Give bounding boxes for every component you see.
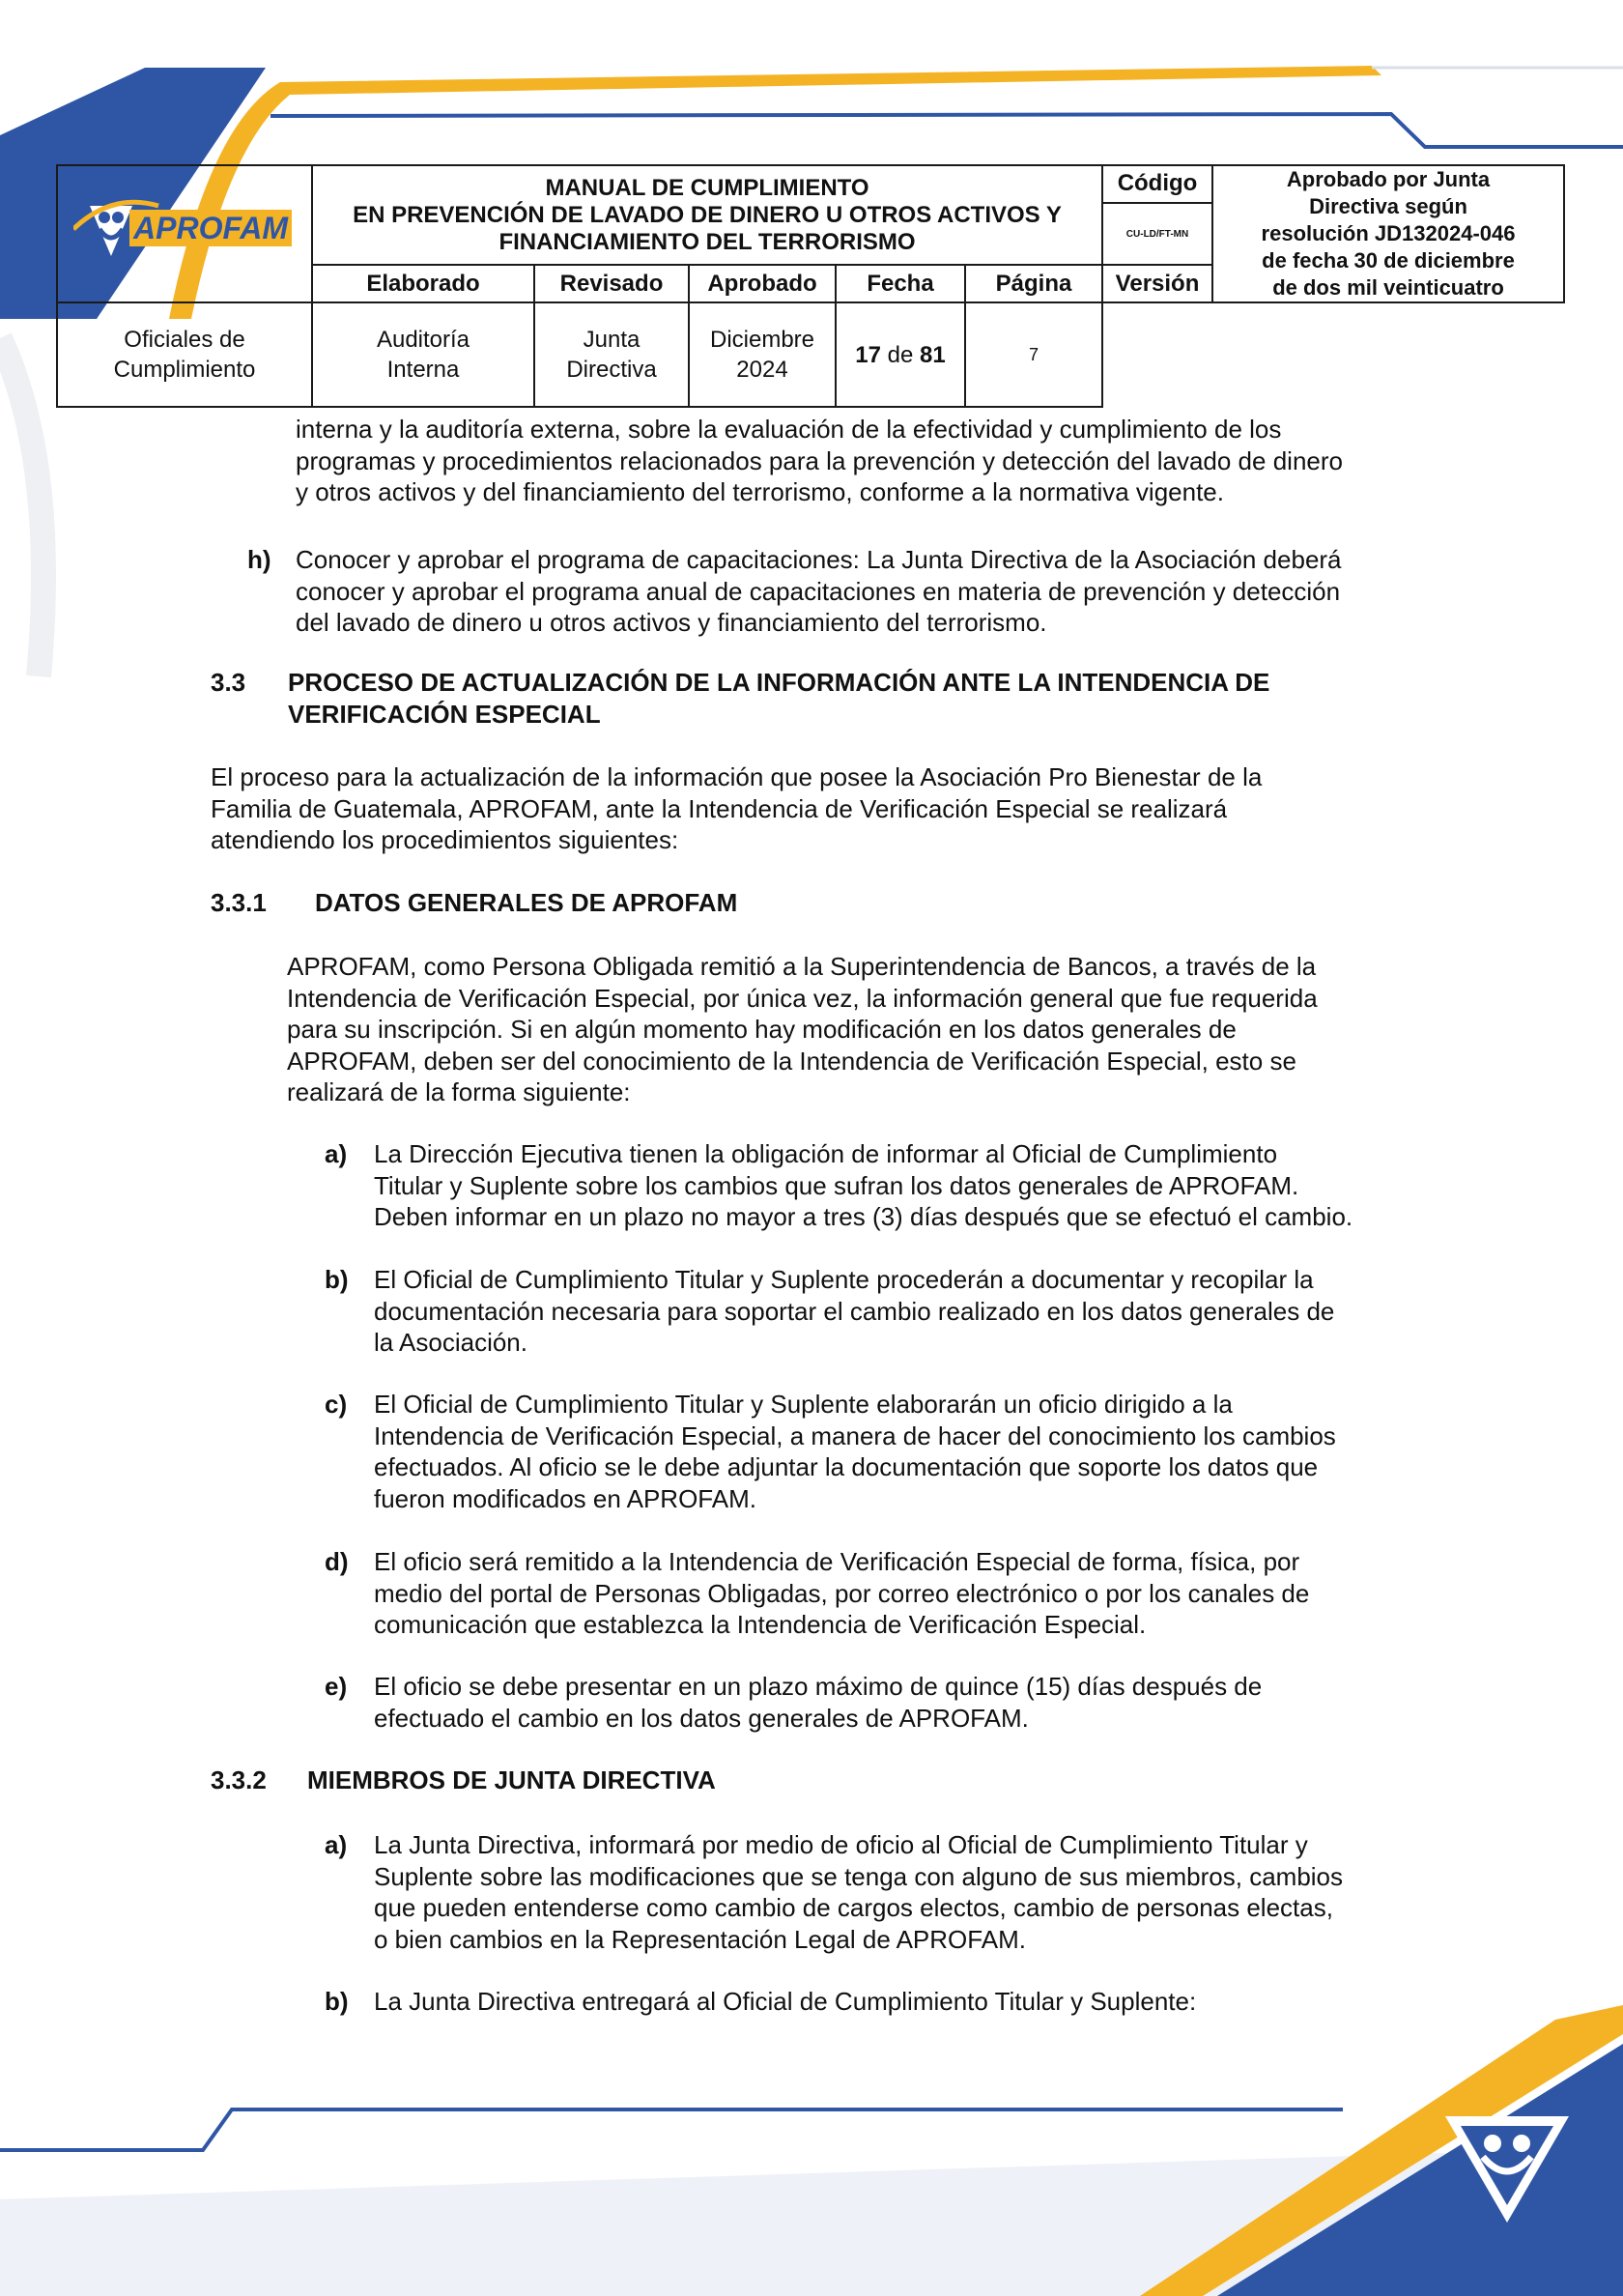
section-3-3-number: 3.3 — [211, 668, 246, 697]
document-header-table — [56, 164, 1565, 408]
approval-note: Aprobado por Junta Directiva según resolución JD132024-046 de fecha 30 de diciembre de dos mil veinticuatro — [1212, 165, 1564, 302]
item-c-marker: c) — [325, 1390, 348, 1419]
item-c-text: El Oficial de Cumplimiento Titular y Suplente elaborarán un oficio dirigido a la Intendencia de Verificación Especial, a manera de hacer del conocimiento los cambios efectuados. Al oficio se le debe adjuntar la documentación que soporte los datos que fueron modificados en APROFAM. — [374, 1390, 1336, 1513]
section-3-3-2-number: 3.3.2 — [211, 1765, 267, 1794]
elaborado-value: Oficiales de Cumplimiento — [57, 302, 312, 407]
section-3-3-intro: El proceso para la actualización de la información que posee la Asociación Pro Bienestar de la Familia de Guatemala, APROFAM, ante la Intendencia de Verificación Especial se realizará atendiendo los procedimientos siguientes: — [211, 762, 1263, 854]
section-3-3-1-intro: APROFAM, como Persona Obligada remitió a la Superintendencia de Bancos, a través de la Intendencia de Verificación Especial, por única vez, la información general que fue requerida para su inscripción. Si en algún momento hay modificación en los datos generales de APROFAM, deben ser del conocimiento de la Intendencia de Verificación Especial, esto se realizará de la forma siguiente: — [287, 952, 1318, 1106]
section-3-3-title: PROCESO DE ACTUALIZACIÓN DE LA INFORMACIÓN ANTE LA INTENDENCIA DE VERIFICACIÓN ESPECIAL — [288, 668, 1270, 729]
section-3-3-1-title: DATOS GENERALES DE APROFAM — [315, 888, 738, 917]
item-e-marker: e) — [325, 1672, 348, 1701]
item-d-marker: d) — [325, 1547, 349, 1576]
version-label: Versión — [1102, 265, 1212, 302]
continued-paragraph: interna y la auditoría externa, sobre la evaluación de la efectividad y cumplimiento de los programas y procedimientos relacionados para la prevención y detección del lavado de dinero y otros activos y del financiamiento del terrorismo, conforme a la normativa vigente. — [296, 415, 1343, 506]
item-b2-marker: b) — [325, 1987, 349, 2016]
aprofam-logo — [73, 183, 296, 279]
fecha-value: Diciembre 2024 — [689, 302, 836, 407]
codigo-label: Código — [1102, 165, 1212, 203]
pagina-label: Página — [965, 265, 1102, 302]
section-3-3-1-number: 3.3.1 — [211, 888, 267, 917]
manual-title: MANUAL DE CUMPLIMIENTO EN PREVENCIÓN DE LAVADO DE DINERO U OTROS ACTIVOS Y FINANCIAMIENTO DEL TERRORISMO — [312, 165, 1102, 265]
aprobado-value: Junta Directiva — [534, 302, 689, 407]
codigo-value: CU-LD/FT-MN — [1102, 203, 1212, 266]
logo-text: APROFAM — [133, 210, 288, 245]
revisado-label: Revisado — [534, 265, 689, 302]
logo-cell — [57, 165, 312, 302]
item-h-marker: h) — [247, 545, 271, 574]
left-watermark — [0, 338, 43, 676]
item-d-text: El oficio será remitido a la Intendencia de Verificación Especial de forma, física, por medio del portal de Personas Obligadas, por correo electrónico o por los canales de comunicación que establezca la Intendencia de Verificación Especial. — [374, 1547, 1310, 1639]
section-3-3-2-title: MIEMBROS DE JUNTA DIRECTIVA — [307, 1765, 716, 1794]
item-h-text: Conocer y aprobar el programa de capacitaciones: La Junta Directiva de la Asociación deberá conocer y aprobar el programa anual de capacitaciones en materia de prevención y detección del lavado de dinero u otros activos y financiamiento del terrorismo. — [296, 545, 1342, 637]
item-b2-text: La Junta Directiva entregará al Oficial de Cumplimiento Titular y Suplente: — [374, 1987, 1197, 2016]
item-e-text: El oficio se debe presentar en un plazo máximo de quince (15) días después de efectuado el cambio en los datos generales de APROFAM. — [374, 1672, 1263, 1733]
version-value: 7 — [965, 302, 1102, 407]
item-b-text: El Oficial de Cumplimiento Titular y Suplente procederán a documentar y recopilar la documentación necesaria para soportar el cambio realizado en los datos generales de la Asociación. — [374, 1265, 1335, 1357]
item-a-marker: a) — [325, 1139, 348, 1168]
revisado-value: Auditoría Interna — [312, 302, 534, 407]
top-blue-line — [270, 114, 1623, 147]
fecha-label: Fecha — [836, 265, 965, 302]
bottom-blue-line — [0, 2109, 1343, 2150]
item-a2-marker: a) — [325, 1830, 348, 1859]
item-a2-text: La Junta Directiva, informará por medio de oficio al Oficial de Cumplimiento Titular y Suplente sobre las modificaciones que se tenga con alguno de sus miembros, cambios que pueden entenderse como cambio de cargos electos, cambio de personas electas, o bien cambios en la Representación Legal de APROFAM. — [374, 1830, 1344, 1954]
aprobado-label: Aprobado — [689, 265, 836, 302]
elaborado-label: Elaborado — [312, 265, 534, 302]
page-number: 17 de 81 — [836, 302, 965, 407]
item-a-text: La Dirección Ejecutiva tienen la obligación de informar al Oficial de Cumplimiento Titular y Suplente sobre los cambios que sufran los datos generales de APROFAM. Deben informar en un plazo no mayor a tres (3) días después que se efectuó el cambio. — [374, 1139, 1353, 1231]
item-b-marker: b) — [325, 1265, 349, 1294]
